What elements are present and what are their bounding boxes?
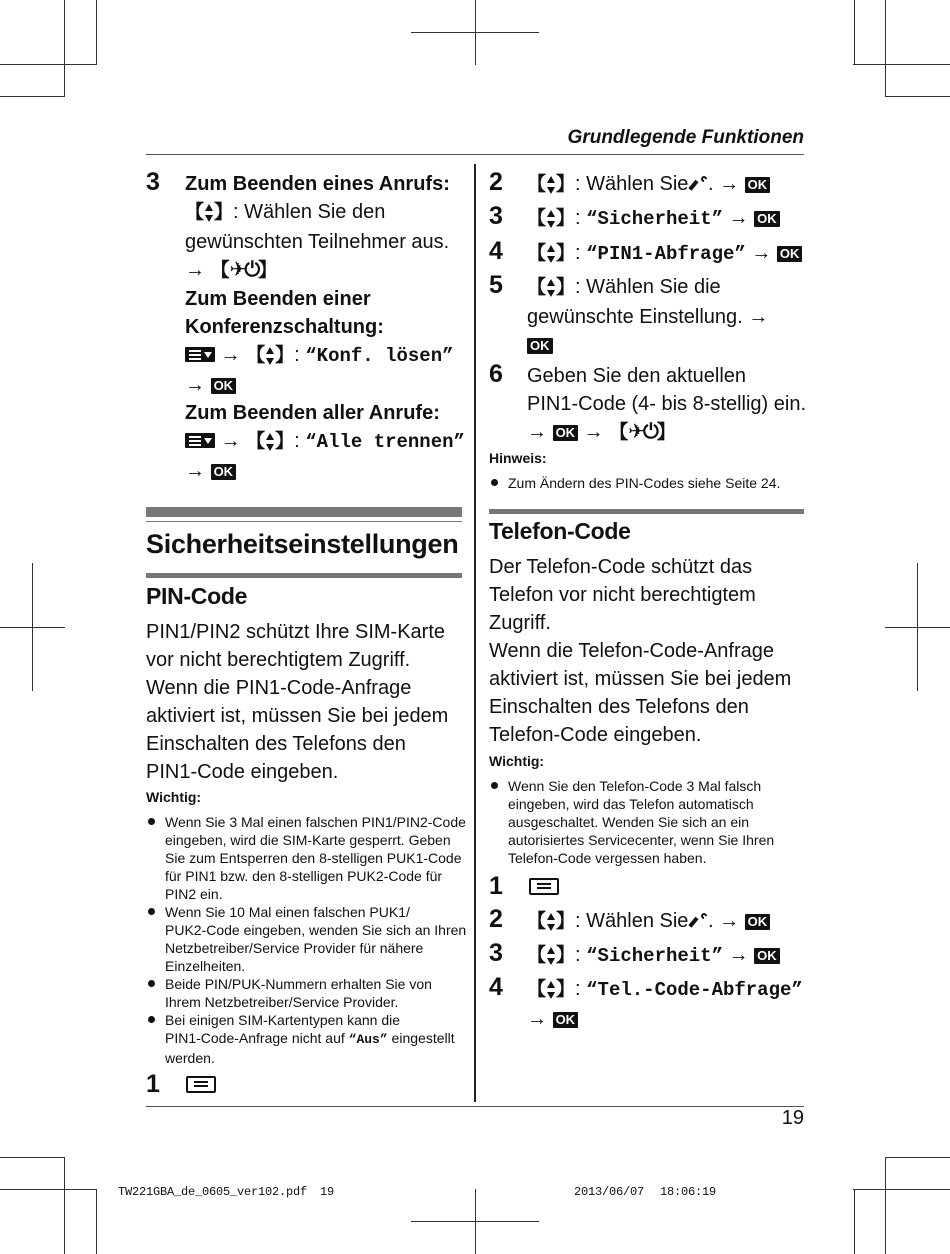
step-number: 2: [489, 168, 503, 196]
navigation-key-icon: 【 】: [527, 979, 576, 1000]
crop-mark: [0, 1157, 65, 1158]
step-number: 3: [489, 202, 503, 230]
crop-mark: [854, 1189, 855, 1254]
hint-label: Hinweis:: [489, 450, 547, 466]
ok-softkey-icon: OK: [777, 246, 803, 262]
step-number: 4: [489, 973, 503, 1001]
running-header: Grundlegende Funktionen: [567, 127, 804, 148]
crop-mark: [885, 627, 950, 628]
crop-mark: [411, 1221, 539, 1222]
crop-mark: [0, 64, 97, 65]
navigation-key-icon: 【 】: [246, 345, 295, 366]
list-item: Wenn Sie 3 Mal einen falschen PIN1/PIN2-Code eingeben, wird die SIM-Karte gesperrt. Geben Sie zum Entsperren den 8-stelligen PUK1-Code für PIN1 bzw. den 8-stelligen PUK2-Code für PIN2 ein.: [146, 813, 468, 903]
crop-mark: [854, 0, 855, 65]
step-3-line: 【 】: “Sicherheit” → OK: [527, 941, 807, 971]
menu-key-icon: [185, 433, 215, 448]
select-participant-line-2: gewünschten Teilnehmer aus.: [185, 231, 450, 253]
crop-mark: [64, 0, 65, 97]
end-all-heading: Zum Beenden aller Anrufe:: [185, 402, 440, 424]
step-2-line: 【 】: Wählen Sie . → OK: [527, 170, 807, 200]
important-list: [146, 813, 468, 1067]
step-number: 2: [489, 905, 503, 933]
off-hook-power-key-icon: 【✈⏻】: [609, 421, 676, 443]
ok-softkey-icon: OK: [553, 1012, 579, 1028]
crop-mark: [853, 64, 950, 65]
footer-rule: [146, 1106, 804, 1107]
important-list: [489, 777, 807, 867]
navigation-key-icon: 【 】: [527, 208, 576, 229]
crop-mark: [885, 1157, 886, 1254]
footer-filename: TW221GBA_de_0605_ver102.pdf: [118, 1185, 308, 1199]
navigation-key-icon: 【 】: [527, 243, 576, 264]
step-number: 1: [489, 872, 503, 900]
step-number: 4: [489, 237, 503, 265]
page-number: 19: [781, 1107, 804, 1129]
step-number: 3: [146, 168, 160, 196]
end-key-line: → 【✈⏻】: [185, 259, 278, 281]
crop-mark: [0, 627, 65, 628]
crop-mark: [885, 0, 886, 97]
crop-mark: [96, 0, 97, 65]
navigation-key-icon: 【 】: [527, 911, 576, 932]
menu-key-icon: [185, 347, 215, 362]
navigation-key-icon: 【 】: [185, 202, 234, 223]
footer-time: 18:06:19: [660, 1185, 717, 1199]
ok-line: → OK: [185, 457, 470, 485]
ok-softkey-icon: OK: [211, 378, 237, 394]
step-3-block: [185, 170, 470, 485]
konf-loesen-line: → 【 】: “Konf. lösen”: [185, 341, 470, 371]
navigation-key-icon: 【 】: [527, 277, 576, 298]
crop-mark: [0, 1189, 97, 1190]
important-label: Wichtig:: [489, 753, 545, 769]
step-4-line: 【 】: “PIN1-Abfrage” → OK: [527, 239, 812, 269]
list-item: Zum Ändern des PIN-Codes siehe Seite 24.: [489, 474, 807, 492]
navigation-key-icon: 【 】: [246, 431, 295, 452]
menu-key-icon: [186, 1076, 216, 1093]
crop-mark: [64, 1157, 65, 1254]
ok-softkey-icon: OK: [553, 425, 579, 441]
list-item: Beide PIN/PUK-Nummern erhalten Sie von Ihrem Netzbetreiber/Service Provider.: [146, 975, 468, 1011]
important-label: Wichtig:: [146, 789, 202, 805]
ok-softkey-icon: OK: [527, 338, 553, 354]
crop-mark: [96, 1189, 97, 1254]
wrench-settings-icon: [694, 176, 708, 192]
step-number: 6: [489, 360, 503, 388]
wrench-settings-icon: [694, 913, 708, 929]
step-6-block: Geben Sie den aktuellen PIN1-Code (4- bis 8-stellig) ein. → OK → 【✈⏻】: [527, 365, 806, 443]
section-rule: [146, 521, 462, 522]
end-conf-heading: Zum Beenden einer: [185, 288, 371, 310]
section-bar: [146, 507, 462, 517]
pin-code-title: PIN-Code: [146, 583, 248, 609]
crop-mark: [885, 1157, 950, 1158]
subsection-bar: [146, 573, 462, 578]
list-item: Wenn Sie 10 Mal einen falschen PUK1/ PUK2-Code eingeben, wenden Sie sich an Ihren Netzbetreiber/Service Provider für nähere Einzelheiten.: [146, 903, 468, 975]
ok-softkey-icon: OK: [754, 211, 780, 227]
menu-key-icon: [529, 878, 559, 895]
crop-mark: [885, 96, 950, 97]
crop-mark: [853, 1189, 950, 1190]
off-hook-power-key-icon: 【✈⏻】: [210, 259, 278, 281]
ok-softkey-icon: OK: [211, 464, 237, 480]
step-5-block: 【 】: Wählen Sie die gewünschte Einstellung. → OK: [527, 276, 769, 353]
step-3-line: 【 】: “Sicherheit” → OK: [527, 204, 807, 234]
subsection-bar: [489, 509, 804, 514]
step-number: 3: [489, 939, 503, 967]
navigation-key-icon: 【 】: [527, 945, 576, 966]
footer-page: 19: [320, 1185, 335, 1199]
section-title: Sicherheitseinstellungen: [146, 529, 459, 559]
ok-softkey-icon: OK: [745, 914, 771, 930]
telefon-code-paragraph: Der Telefon-Code schützt das Telefon vor nicht berechtigtem Zugriff. Wenn die Telefon-Code-Anfrage aktiviert ist, müssen Sie bei jedem Einschalten des Telefons den Telefon-Code eingeben.: [489, 556, 792, 746]
list-item: Bei einigen SIM-Kartentypen kann die PIN1-Code-Anfrage nicht auf “Aus” eingestellt werden.: [146, 1011, 468, 1067]
pin-code-paragraph: PIN1/PIN2 schützt Ihre SIM-Karte vor nicht berechtigtem Zugriff. Wenn die PIN1-Code-Anfrage aktiviert ist, müssen Sie bei jedem Einschalten des Telefons den PIN1-Code eingeben.: [146, 621, 449, 783]
telefon-code-title: Telefon-Code: [489, 518, 631, 544]
step-number: 1: [146, 1070, 160, 1098]
ok-softkey-icon: OK: [745, 177, 771, 193]
end-call-heading: Zum Beenden eines Anrufs:: [185, 173, 450, 195]
navigation-key-icon: 【 】: [527, 174, 576, 195]
crop-mark: [0, 96, 65, 97]
list-item: Wenn Sie den Telefon-Code 3 Mal falsch eingeben, wird das Telefon automatisch ausgeschaltet. Wenden Sie sich an ein autorisiertes Servicecenter, wenn Sie Ihren Telefon-Code vergessen haben.: [489, 777, 807, 867]
column-divider: [474, 164, 476, 1102]
step-4-block: 【 】: “Tel.-Code-Abfrage” → OK: [527, 978, 803, 1030]
footer-date: 2013/06/07: [574, 1185, 645, 1199]
ok-line: → OK: [185, 371, 470, 399]
select-participant-line: 【 】: Wählen Sie den: [185, 201, 386, 223]
step-number: 5: [489, 271, 503, 299]
header-rule: [146, 154, 804, 155]
end-conf-heading-2: Konferenzschaltung:: [185, 316, 384, 338]
step-2-line: 【 】: Wählen Sie . → OK: [527, 907, 807, 937]
hint-list: [489, 474, 807, 492]
crop-mark: [411, 32, 539, 33]
ok-softkey-icon: OK: [754, 948, 780, 964]
alle-trennen-line: → 【 】: “Alle trennen”: [185, 427, 470, 457]
